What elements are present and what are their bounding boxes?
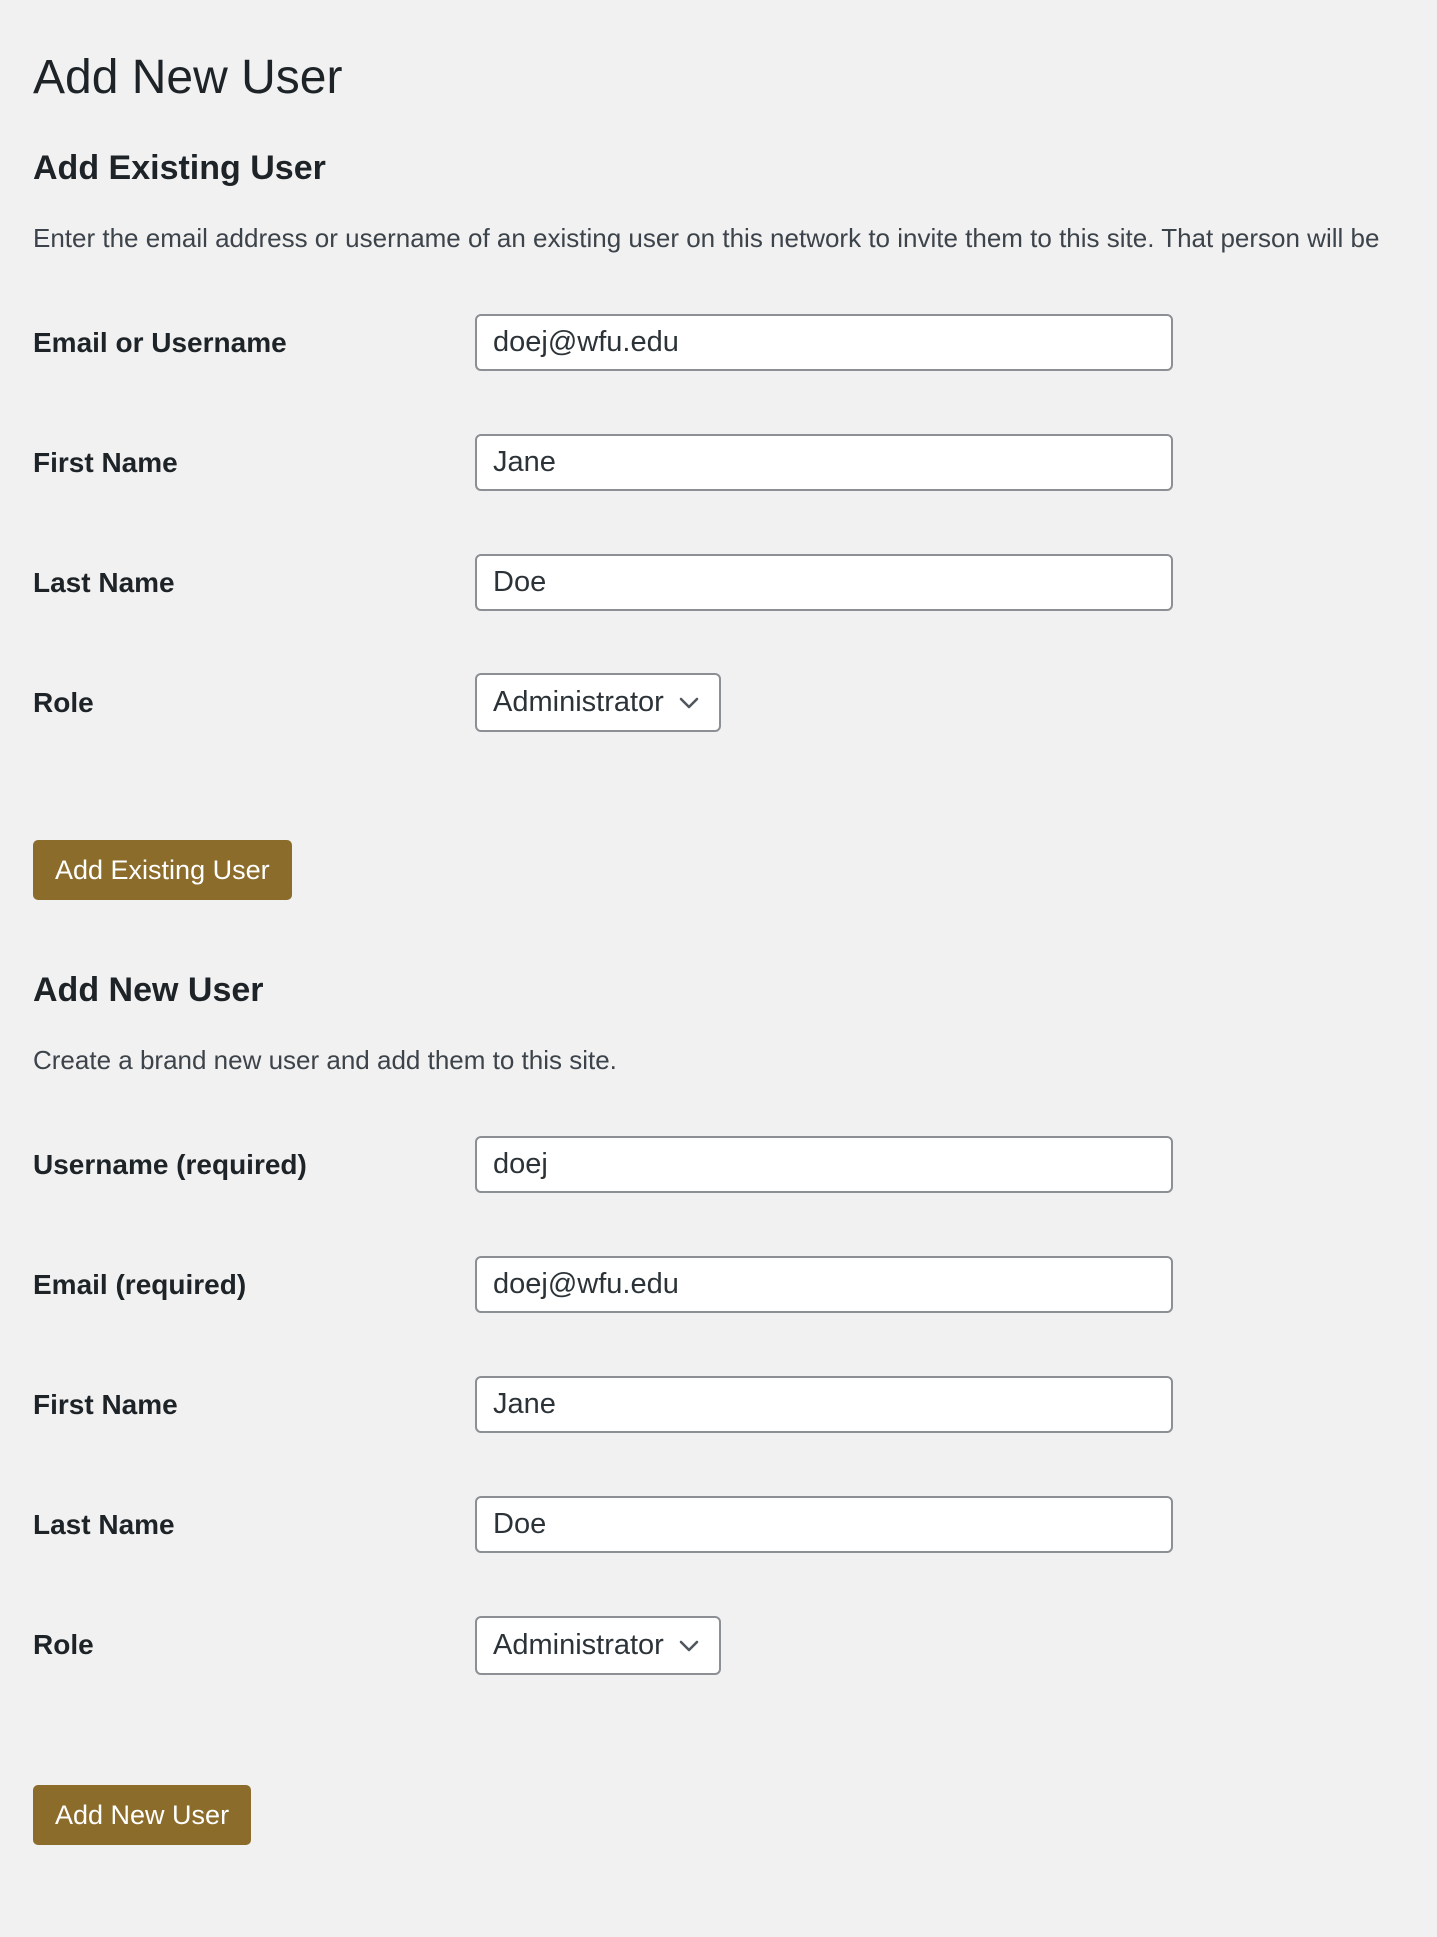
existing-email-username-label: Email or Username <box>33 327 287 358</box>
chevron-down-icon <box>675 689 703 717</box>
existing-role-label: Role <box>33 687 94 718</box>
page-title: Add New User <box>33 51 343 104</box>
add-user-page <box>33 0 1437 1937</box>
new-role-select[interactable] <box>475 1616 721 1675</box>
new-role-select-value: Administrator <box>493 1629 664 1661</box>
existing-email-username-input[interactable] <box>475 314 1173 371</box>
existing-user-heading: Add Existing User <box>33 149 326 187</box>
new-first-name-label: First Name <box>33 1389 178 1420</box>
new-user-heading: Add New User <box>33 971 264 1009</box>
new-last-name-input[interactable] <box>475 1496 1173 1553</box>
new-user-description: Create a brand new user and add them to this site. <box>33 1045 617 1075</box>
new-role-label: Role <box>33 1629 94 1660</box>
new-email-label: Email (required) <box>33 1269 247 1300</box>
existing-user-description: Enter the email address or username of an existing user on this network to invite them to this site. That person will be <box>33 223 1380 253</box>
existing-role-select-value: Administrator <box>493 686 664 718</box>
existing-last-name-input[interactable] <box>475 554 1173 611</box>
existing-last-name-label: Last Name <box>33 567 175 598</box>
new-username-label: Username (required) <box>33 1149 307 1180</box>
existing-first-name-input[interactable] <box>475 434 1173 491</box>
existing-first-name-label: First Name <box>33 447 178 478</box>
new-last-name-label: Last Name <box>33 1509 175 1540</box>
new-first-name-input[interactable] <box>475 1376 1173 1433</box>
new-username-input[interactable] <box>475 1136 1173 1193</box>
add-new-user-button[interactable]: Add New User <box>33 1785 251 1845</box>
chevron-down-icon <box>675 1632 703 1660</box>
add-existing-user-button[interactable]: Add Existing User <box>33 840 292 900</box>
existing-role-select[interactable] <box>475 673 721 732</box>
new-email-input[interactable] <box>475 1256 1173 1313</box>
